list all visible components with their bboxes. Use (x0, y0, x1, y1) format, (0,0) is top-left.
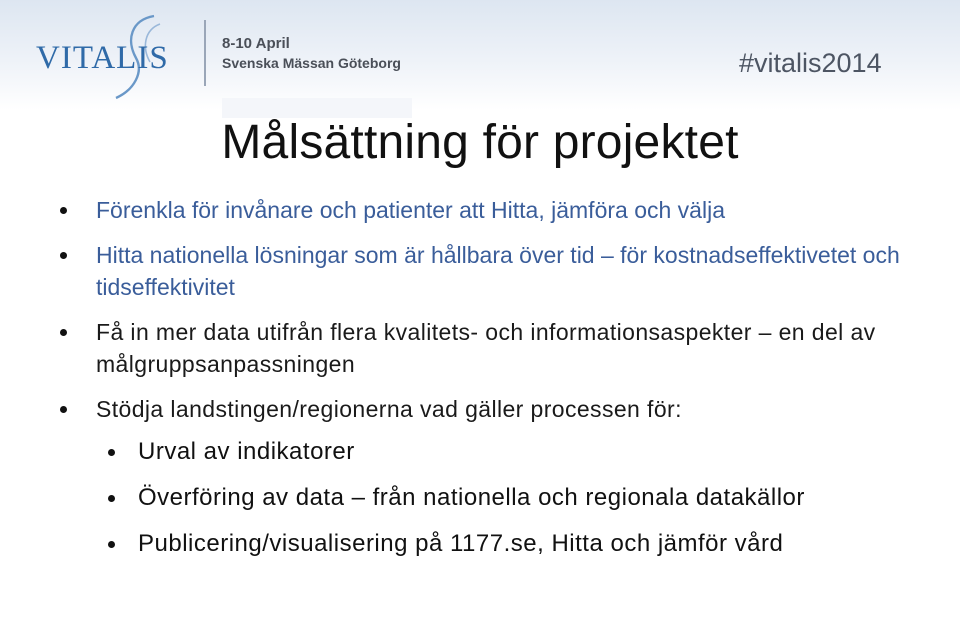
event-venue: Svenska Mässan Göteborg (222, 55, 401, 71)
vitalis-logo (36, 10, 186, 102)
bullet-item (60, 194, 940, 226)
sub-bullet-text: Publicering/visualisering på 1177.se, Hitta och jämför vård (138, 530, 784, 557)
bullet-item (60, 393, 940, 563)
bullet-item (60, 316, 940, 380)
slide-title: Målsättning för projektet (221, 116, 739, 169)
bullet-text: Få in mer data utifrån flera kvalitets- och informationsaspekter – en del av målgruppsanpassningen (96, 319, 876, 377)
sub-bullet-item (60, 479, 940, 517)
bullet-text: Stödja landstingen/regionerna vad gäller processen för: (96, 396, 682, 422)
sub-bullet-text: Överföring av data – från nationella och regionala datakällor (138, 484, 805, 511)
event-date: 8-10 April (222, 35, 290, 52)
sub-bullet-list (60, 433, 940, 563)
slide-header (0, 0, 960, 110)
svg-text:VITALIS: VITALIS (36, 40, 169, 76)
header-divider (204, 20, 206, 86)
bullet-text: Hitta nationella lösningar som är hållbara över tid – för kostnadseffektivetet och tidseffektivitet (96, 242, 900, 300)
hashtag: #vitalis2014 (739, 48, 882, 78)
bullet-text: Förenkla för invånare och patienter att Hitta, jämföra och välja (96, 197, 725, 223)
bullet-item (60, 239, 940, 303)
sub-bullet-item (60, 525, 940, 563)
bullet-list (60, 194, 940, 576)
sub-bullet-text: Urval av indikatorer (138, 438, 355, 465)
sub-bullet-item (60, 433, 940, 471)
